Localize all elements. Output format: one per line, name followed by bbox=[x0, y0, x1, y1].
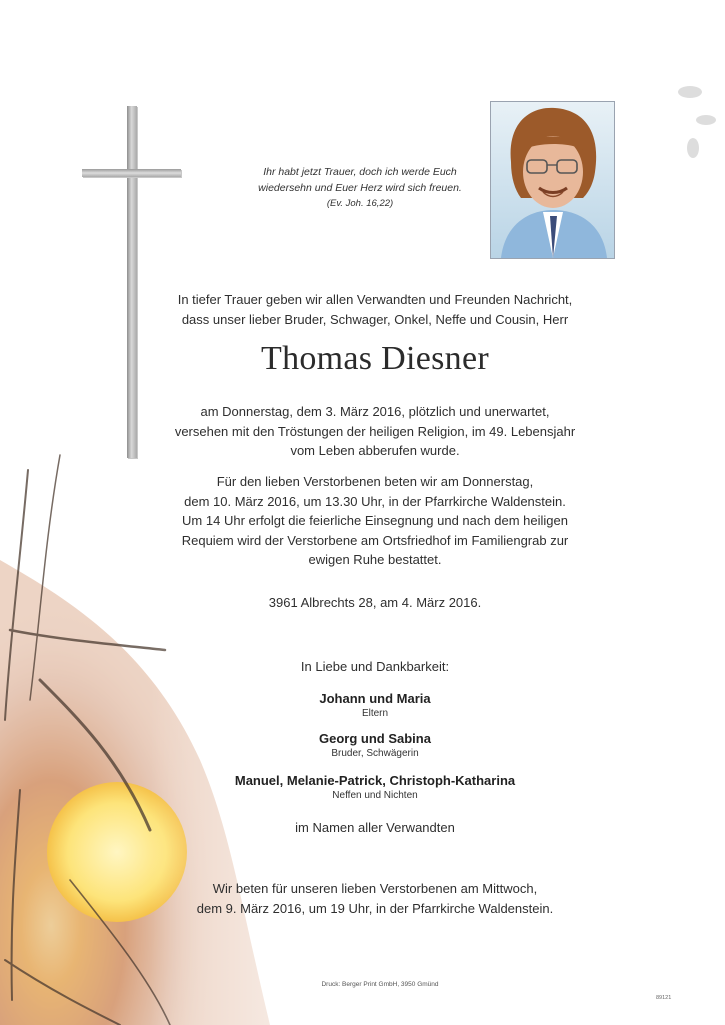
thanks-heading: In Liebe und Dankbarkeit: bbox=[300, 659, 450, 674]
family-names: Manuel, Melanie-Patrick, Christoph-Katharina bbox=[234, 773, 516, 788]
death-notice bbox=[170, 402, 580, 461]
place-date: 3961 Albrechts 28, am 4. März 2016. bbox=[268, 595, 482, 610]
intro-line: In tiefer Trauer geben wir allen Verwandten und Freunden Nachricht, bbox=[177, 292, 573, 307]
funeral-line: Für den lieben Verstorbenen beten wir am Donnerstag, bbox=[216, 474, 534, 489]
funeral-line: dem 10. März 2016, um 13.30 Uhr, in der Pfarrkirche Waldenstein. bbox=[184, 493, 566, 509]
intro-line: dass unser lieber Bruder, Schwager, Onkel, Neffe und Cousin, Herr bbox=[181, 311, 569, 327]
rosary-line: dem 9. März 2016, um 19 Uhr, in der Pfarrkirche Waldenstein. bbox=[196, 900, 554, 916]
family-group bbox=[200, 730, 550, 760]
all-relatives-note: im Namen aller Verwandten bbox=[295, 820, 455, 835]
death-line: vom Leben abberufen wurde. bbox=[290, 443, 460, 458]
quote-reference: (Ev. Joh. 16,22) bbox=[326, 198, 394, 209]
intro-text bbox=[170, 290, 580, 329]
printer-credit: Druck: Berger Print GmbH, 3950 Gmünd bbox=[321, 981, 439, 988]
portrait-photo bbox=[490, 101, 615, 259]
family-names: Johann und Maria bbox=[319, 691, 431, 706]
form-code: 89121 bbox=[656, 995, 672, 1001]
family-relation: Neffen und Nichten bbox=[332, 790, 418, 801]
funeral-line: Requiem wird der Verstorbene am Ortsfriedhof im Familiengrab zur bbox=[181, 532, 569, 548]
family-names: Georg und Sabina bbox=[319, 731, 431, 746]
family-relation: Eltern bbox=[361, 708, 389, 719]
funeral-details bbox=[170, 472, 580, 570]
quote-line: Ihr habt jetzt Trauer, doch ich werde Euch bbox=[263, 166, 457, 178]
death-line: am Donnerstag, dem 3. März 2016, plötzlich und unerwartet, bbox=[200, 404, 550, 419]
deceased-name: Thomas Diesner bbox=[261, 340, 489, 377]
family-group bbox=[200, 690, 550, 720]
family-relation: Bruder, Schwägerin bbox=[331, 748, 419, 759]
rosary-notice bbox=[170, 879, 580, 918]
funeral-line: Um 14 Uhr erfolgt die feierliche Einsegnung und nach dem heiligen bbox=[182, 513, 568, 528]
family-group bbox=[200, 772, 550, 802]
bible-quote bbox=[225, 164, 495, 212]
funeral-line: ewigen Ruhe bestattet. bbox=[308, 552, 442, 567]
death-line: versehen mit den Tröstungen der heiligen Religion, im 49. Lebensjahr bbox=[174, 423, 576, 439]
quote-line: wiedersehn und Euer Herz wird sich freuen. bbox=[258, 182, 462, 194]
rosary-line: Wir beten für unseren lieben Verstorbenen am Mittwoch, bbox=[212, 881, 538, 896]
